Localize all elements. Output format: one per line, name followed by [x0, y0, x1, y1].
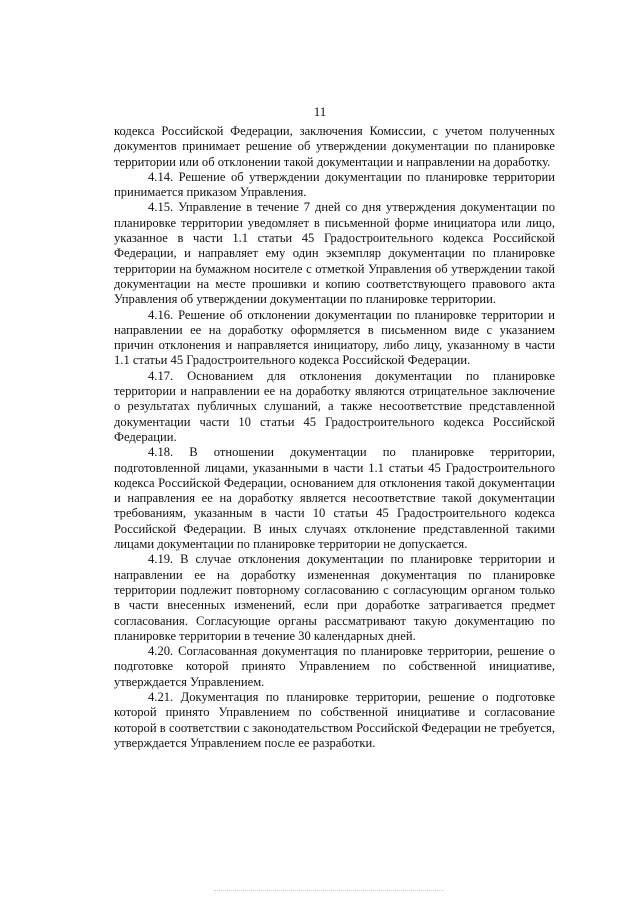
paragraph-continuation: кодекса Российской Федерации, заключения Комиссии, с учетом полученных документов принимает решение об утверждении документации по планировке территории или об отклонении такой документации и направлении на доработку.	[114, 124, 555, 169]
paragraph-4-17: 4.17. Основанием для отклонения документации по планировке территории и направлении ее на доработку являются отрицательное заключение о результатах публичных слушаний, а также несоответствие представленной документации части 10 статьи 45 Градостроительного кодекса Российской Федерации.	[114, 368, 555, 444]
paragraph-4-20: 4.20. Согласованная документация по планировке территории, решение о подготовке которой принято Управлением по собственной инициативе, утверждается Управлением.	[114, 644, 555, 689]
paragraph-4-18: 4.18. В отношении документации по планировке территории, подготовленной лицами, указанными в части 1.1 статьи 45 Градостроительного кодекса Российской Федерации, основанием для отклонения такой документации и направления ее на доработку является несоответствие такой документации требованиям, указанным в части 10 статьи 45 Градостроительного кодекса Российской Федерации. В иных случаях отклонение представленной такими лицами документации по планировке территории не допускается.	[114, 445, 555, 552]
paragraph-4-19: 4.19. В случае отклонения документации по планировке территории и направлении ее на доработку измененная документация по планировке территории подлежит повторному согласованию с согласующим органом только в части внесенных изменений, если при доработке затрагивается предмет согласования. Согласующие органы рассматривают такую документацию по планировке территории в течение 30 календарных дней.	[114, 552, 555, 643]
page-number: 11	[313, 104, 327, 119]
paragraph-4-14: 4.14. Решение об утверждении документации по планировке территории принимается приказом Управления.	[114, 169, 555, 200]
paragraph-4-21: 4.21. Документация по планировке территории, решение о подготовке которой принято Управлением по собственной инициативе и согласование которой в соответствии с законодательством Российской Федерации не требуется, утверждается Управлением после ее разработки.	[114, 689, 555, 750]
paragraph-4-16: 4.16. Решение об отклонении документации по планировке территории и направлении ее на доработку оформляется в письменном виде с указанием причин отклонения и направляется инициатору, либо лицу, указанному в части 1.1 статьи 45 Градостроительного кодекса Российской Федерации.	[114, 307, 555, 368]
document-body	[114, 124, 555, 751]
paragraph-4-15: 4.15. Управление в течение 7 дней со дня утверждения документации по планировке территории уведомляет в письменной форме инициатора или лицо, указанное в части 1.1 статьи 45 Градостроительного кодекса Российской Федерации, и направляет ему один экземпляр документации по планировке территории на бумажном носителе с отметкой Управления об утверждении такой документации на месте прошивки и копию соответствующего правового акта Управления об утверждении документации по планировке территории.	[114, 200, 555, 307]
scan-artifact	[214, 890, 444, 897]
